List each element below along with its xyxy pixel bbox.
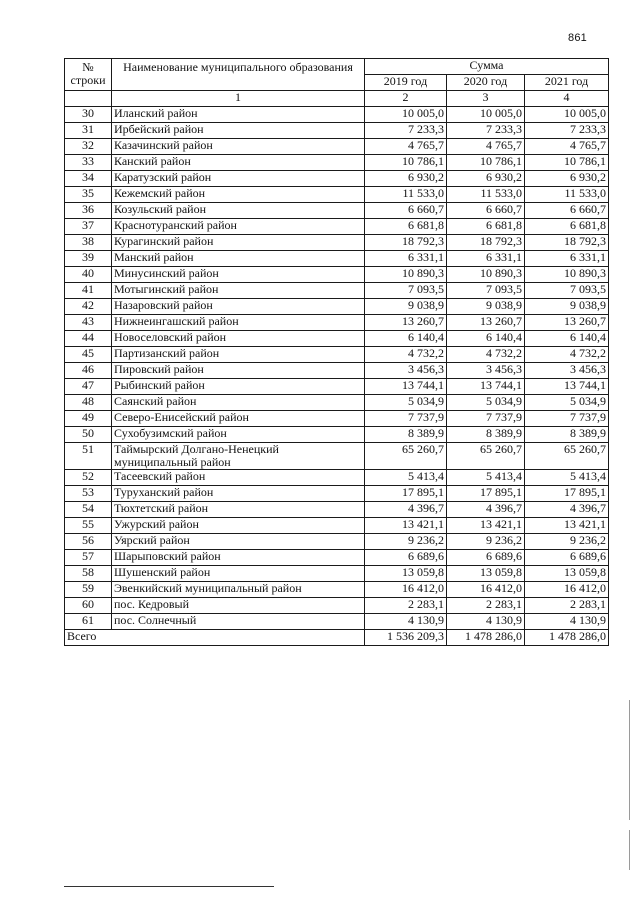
- column-number-2: 2: [365, 91, 447, 107]
- sum-2020: 4 130,9: [447, 614, 525, 630]
- municipality-name: Иланский район: [112, 107, 365, 123]
- row-number: 38: [65, 235, 112, 251]
- sum-2021: 5 034,9: [525, 395, 609, 411]
- sum-2021: 4 732,2: [525, 347, 609, 363]
- total-2021: 1 478 286,0: [525, 630, 609, 646]
- municipality-name: Мотыгинский район: [112, 283, 365, 299]
- table-row: [65, 411, 609, 427]
- municipality-name: Минусинский район: [112, 267, 365, 283]
- municipality-name: Ужурский район: [112, 518, 365, 534]
- header-column-numbers: [65, 91, 609, 107]
- table-row: [65, 203, 609, 219]
- table-row: [65, 283, 609, 299]
- row-number: 39: [65, 251, 112, 267]
- sum-2019: 13 059,8: [365, 566, 447, 582]
- row-number: 42: [65, 299, 112, 315]
- row-number: 51: [65, 443, 112, 470]
- municipality-name: Северо-Енисейский район: [112, 411, 365, 427]
- row-number: 45: [65, 347, 112, 363]
- sum-2020: 10 005,0: [447, 107, 525, 123]
- municipality-name: Канский район: [112, 155, 365, 171]
- header-sum: Сумма: [365, 59, 609, 75]
- sum-2020: 4 732,2: [447, 347, 525, 363]
- sum-2020: 65 260,7: [447, 443, 525, 470]
- sum-2020: 5 413,4: [447, 470, 525, 486]
- municipality-name: пос. Кедровый: [112, 598, 365, 614]
- sum-2020: 13 744,1: [447, 379, 525, 395]
- sum-2021: 10 786,1: [525, 155, 609, 171]
- column-number-1: 1: [112, 91, 365, 107]
- sum-2019: 17 895,1: [365, 486, 447, 502]
- sum-2021: 6 331,1: [525, 251, 609, 267]
- municipality-name: Саянский район: [112, 395, 365, 411]
- table-row: [65, 550, 609, 566]
- row-number: 52: [65, 470, 112, 486]
- sum-2021: 7 233,3: [525, 123, 609, 139]
- municipality-name: Сухобузимский район: [112, 427, 365, 443]
- row-number: 54: [65, 502, 112, 518]
- sum-2020: 9 038,9: [447, 299, 525, 315]
- header-row-top: [65, 59, 609, 75]
- row-number: 60: [65, 598, 112, 614]
- sum-2020: 6 331,1: [447, 251, 525, 267]
- sum-2021: 13 744,1: [525, 379, 609, 395]
- sum-2019: 10 786,1: [365, 155, 447, 171]
- sum-2019: 6 930,2: [365, 171, 447, 187]
- sum-2019: 16 412,0: [365, 582, 447, 598]
- sum-2020: 7 233,3: [447, 123, 525, 139]
- sum-2020: 7 093,5: [447, 283, 525, 299]
- table-row: [65, 251, 609, 267]
- sum-2020: 5 034,9: [447, 395, 525, 411]
- sum-2021: 3 456,3: [525, 363, 609, 379]
- row-number: 48: [65, 395, 112, 411]
- sum-2020: 6 681,8: [447, 219, 525, 235]
- municipality-name: Казачинский район: [112, 139, 365, 155]
- sum-2021: 13 260,7: [525, 315, 609, 331]
- sum-2020: 10 890,3: [447, 267, 525, 283]
- table-row: [65, 187, 609, 203]
- column-number-4: 4: [525, 91, 609, 107]
- sum-2021: 6 930,2: [525, 171, 609, 187]
- sum-2019: 6 331,1: [365, 251, 447, 267]
- municipality-name: Курагинский район: [112, 235, 365, 251]
- sum-2021: 2 283,1: [525, 598, 609, 614]
- sum-2021: 7 737,9: [525, 411, 609, 427]
- table-row: [65, 219, 609, 235]
- sum-2019: 13 421,1: [365, 518, 447, 534]
- row-number: 41: [65, 283, 112, 299]
- sum-2019: 18 792,3: [365, 235, 447, 251]
- sum-2019: 6 660,7: [365, 203, 447, 219]
- sum-2019: 4 130,9: [365, 614, 447, 630]
- municipality-name: Туруханский район: [112, 486, 365, 502]
- table-row: [65, 427, 609, 443]
- margin-mark: [629, 700, 630, 820]
- sum-2019: 65 260,7: [365, 443, 447, 470]
- table-row: [65, 155, 609, 171]
- row-number: 47: [65, 379, 112, 395]
- sum-2021: 65 260,7: [525, 443, 609, 470]
- sum-2019: 3 456,3: [365, 363, 447, 379]
- sum-2019: 7 737,9: [365, 411, 447, 427]
- row-number: 37: [65, 219, 112, 235]
- municipality-name: Козульский район: [112, 203, 365, 219]
- row-number: 30: [65, 107, 112, 123]
- table-row: [65, 566, 609, 582]
- sum-2021: 10 890,3: [525, 267, 609, 283]
- total-label: Всего: [65, 630, 365, 646]
- sum-2021: 11 533,0: [525, 187, 609, 203]
- sum-2021: 6 689,6: [525, 550, 609, 566]
- sum-2019: 11 533,0: [365, 187, 447, 203]
- sum-2020: 6 689,6: [447, 550, 525, 566]
- sum-2021: 4 765,7: [525, 139, 609, 155]
- table-row: [65, 470, 609, 486]
- sum-2020: 2 283,1: [447, 598, 525, 614]
- row-number: 58: [65, 566, 112, 582]
- table-row: [65, 171, 609, 187]
- sum-2020: 8 389,9: [447, 427, 525, 443]
- sum-2020: 4 396,7: [447, 502, 525, 518]
- row-number: 40: [65, 267, 112, 283]
- sum-2019: 6 689,6: [365, 550, 447, 566]
- municipality-name: Краснотуранский район: [112, 219, 365, 235]
- margin-mark: [629, 830, 630, 870]
- municipality-name: Назаровский район: [112, 299, 365, 315]
- sum-2020: 6 930,2: [447, 171, 525, 187]
- row-number: 33: [65, 155, 112, 171]
- municipality-name: Каратузский район: [112, 171, 365, 187]
- sum-2020: 7 737,9: [447, 411, 525, 427]
- municipality-name: Тасеевский район: [112, 470, 365, 486]
- row-number: 36: [65, 203, 112, 219]
- sum-2021: 4 396,7: [525, 502, 609, 518]
- municipal-sum-table: [64, 58, 609, 646]
- sum-2021: 6 681,8: [525, 219, 609, 235]
- row-number: 59: [65, 582, 112, 598]
- table-row: [65, 347, 609, 363]
- row-number: 55: [65, 518, 112, 534]
- municipality-name: Пировский район: [112, 363, 365, 379]
- table-row: [65, 331, 609, 347]
- sum-2021: 9 236,2: [525, 534, 609, 550]
- sum-2021: 9 038,9: [525, 299, 609, 315]
- sum-2020: 13 059,8: [447, 566, 525, 582]
- sum-2021: 13 421,1: [525, 518, 609, 534]
- row-number: 61: [65, 614, 112, 630]
- sum-2019: 4 396,7: [365, 502, 447, 518]
- sum-2021: 17 895,1: [525, 486, 609, 502]
- municipality-name: Тюхтетский район: [112, 502, 365, 518]
- column-number-3: 3: [447, 91, 525, 107]
- sum-2019: 2 283,1: [365, 598, 447, 614]
- sum-2021: 6 660,7: [525, 203, 609, 219]
- municipality-name: Шарыповский район: [112, 550, 365, 566]
- table-row: [65, 299, 609, 315]
- page-number: 861: [568, 32, 587, 44]
- sum-2021: 6 140,4: [525, 331, 609, 347]
- header-year-2020: 2020 год: [447, 75, 525, 91]
- row-number: 31: [65, 123, 112, 139]
- table-row: [65, 235, 609, 251]
- sum-2019: 13 260,7: [365, 315, 447, 331]
- sum-2019: 4 765,7: [365, 139, 447, 155]
- sum-2019: 6 140,4: [365, 331, 447, 347]
- sum-2021: 18 792,3: [525, 235, 609, 251]
- municipality-name: Нижнеингашский район: [112, 315, 365, 331]
- table-row: [65, 534, 609, 550]
- municipality-name: Партизанский район: [112, 347, 365, 363]
- municipality-name: Уярский район: [112, 534, 365, 550]
- row-number: 53: [65, 486, 112, 502]
- footer-rule: [64, 886, 274, 887]
- sum-2021: 13 059,8: [525, 566, 609, 582]
- table-row: [65, 582, 609, 598]
- sum-2020: 6 140,4: [447, 331, 525, 347]
- municipality-name: пос. Солнечный: [112, 614, 365, 630]
- row-number: 34: [65, 171, 112, 187]
- sum-2021: 5 413,4: [525, 470, 609, 486]
- table-row: [65, 502, 609, 518]
- sum-2019: 7 233,3: [365, 123, 447, 139]
- sum-2021: 4 130,9: [525, 614, 609, 630]
- sum-2021: 10 005,0: [525, 107, 609, 123]
- table-row: [65, 267, 609, 283]
- column-number-blank: [65, 91, 112, 107]
- sum-2019: 9 038,9: [365, 299, 447, 315]
- table-row: [65, 486, 609, 502]
- municipality-name: Манский район: [112, 251, 365, 267]
- table-row: [65, 139, 609, 155]
- row-number: 49: [65, 411, 112, 427]
- table-row: [65, 363, 609, 379]
- sum-2019: 9 236,2: [365, 534, 447, 550]
- total-row: [65, 630, 609, 646]
- total-2019: 1 536 209,3: [365, 630, 447, 646]
- sum-2021: 7 093,5: [525, 283, 609, 299]
- row-number: 32: [65, 139, 112, 155]
- sum-2019: 13 744,1: [365, 379, 447, 395]
- municipality-name: Новоселовский район: [112, 331, 365, 347]
- sum-2019: 6 681,8: [365, 219, 447, 235]
- sum-2020: 4 765,7: [447, 139, 525, 155]
- sum-2021: 16 412,0: [525, 582, 609, 598]
- sum-2020: 10 786,1: [447, 155, 525, 171]
- row-number: 57: [65, 550, 112, 566]
- row-number: 50: [65, 427, 112, 443]
- sum-2019: 8 389,9: [365, 427, 447, 443]
- total-2020: 1 478 286,0: [447, 630, 525, 646]
- municipality-name: Рыбинский район: [112, 379, 365, 395]
- table-row: [65, 379, 609, 395]
- sum-2019: 4 732,2: [365, 347, 447, 363]
- table-row: [65, 107, 609, 123]
- sum-2020: 6 660,7: [447, 203, 525, 219]
- sum-2020: 18 792,3: [447, 235, 525, 251]
- sum-2020: 9 236,2: [447, 534, 525, 550]
- table-row: [65, 518, 609, 534]
- sum-2020: 13 421,1: [447, 518, 525, 534]
- sum-2020: 16 412,0: [447, 582, 525, 598]
- table-row: [65, 614, 609, 630]
- sum-2019: 10 890,3: [365, 267, 447, 283]
- table-row: [65, 598, 609, 614]
- sum-2019: 5 413,4: [365, 470, 447, 486]
- sum-2019: 10 005,0: [365, 107, 447, 123]
- municipality-name: Эвенкийский муниципальный район: [112, 582, 365, 598]
- header-row-number: № строки: [65, 59, 112, 91]
- header-municipality-name: Наименование муниципального образования: [112, 59, 365, 91]
- municipality-name: Шушенский район: [112, 566, 365, 582]
- sum-2020: 13 260,7: [447, 315, 525, 331]
- sum-2020: 11 533,0: [447, 187, 525, 203]
- header-year-2019: 2019 год: [365, 75, 447, 91]
- row-number: 43: [65, 315, 112, 331]
- row-number: 56: [65, 534, 112, 550]
- sum-2021: 8 389,9: [525, 427, 609, 443]
- sum-2019: 7 093,5: [365, 283, 447, 299]
- table-row: [65, 395, 609, 411]
- table-row: [65, 315, 609, 331]
- sum-2019: 5 034,9: [365, 395, 447, 411]
- table-row: [65, 123, 609, 139]
- row-number: 35: [65, 187, 112, 203]
- row-number: 46: [65, 363, 112, 379]
- table-row: [65, 443, 609, 470]
- row-number: 44: [65, 331, 112, 347]
- sum-2020: 3 456,3: [447, 363, 525, 379]
- sum-2020: 17 895,1: [447, 486, 525, 502]
- municipality-name: Кежемский район: [112, 187, 365, 203]
- header-year-2021: 2021 год: [525, 75, 609, 91]
- municipality-name: Таймырский Долгано-Ненецкий муниципальный район: [112, 443, 365, 470]
- municipality-name: Ирбейский район: [112, 123, 365, 139]
